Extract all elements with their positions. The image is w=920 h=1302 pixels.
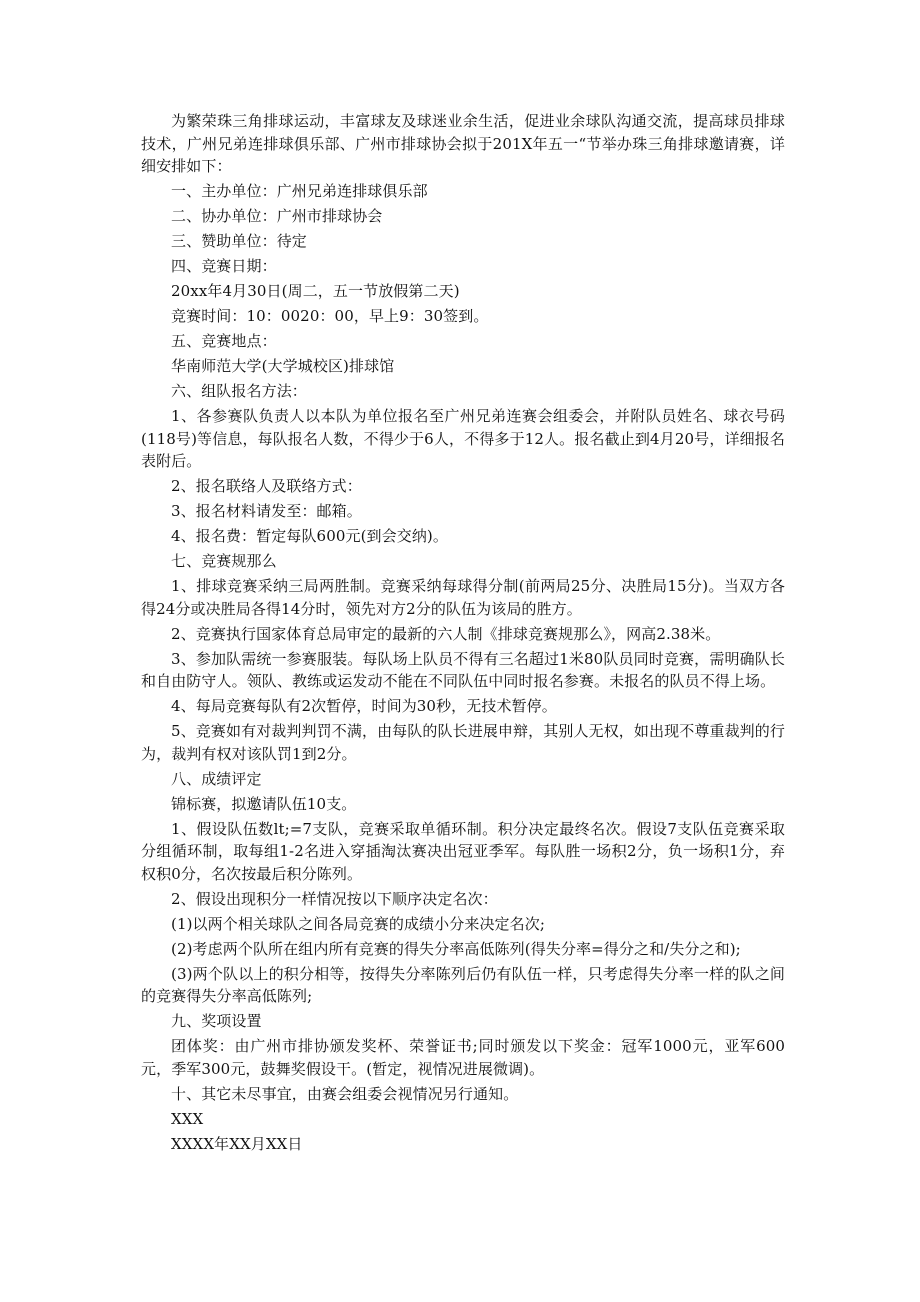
tiebreak-rule-2: (2)考虑两个队所在组内所有竞赛的得失分率高低陈列(得失分率=得分之和/失分之和);: [171, 939, 741, 958]
section-heading-rules: 七、竞赛规那么: [171, 552, 277, 570]
rules-item-5: 5、竞赛如有对裁判判罚不满，由每队的队长进展申辩，其别人无权，如出现不尊重裁判的行为，裁判有权对该队罚1到2分。: [141, 722, 785, 763]
co-organizer-line: 二、协办单位：广州市排球协会: [171, 207, 383, 225]
registration-item-2: 2、报名联络人及联络方式：: [171, 477, 362, 495]
signature-name: XXX: [171, 1109, 204, 1128]
section-heading-date: 四、竞赛日期：: [171, 257, 277, 275]
section-heading-registration: 六、组队报名方法：: [171, 382, 307, 400]
rules-item-2: 2、竞赛执行国家体育总局审定的最新的六人制《排球竞赛规那么》，网高2.38米。: [171, 624, 721, 643]
section-heading-venue: 五、竞赛地点：: [171, 332, 277, 350]
section-heading-awards: 九、奖项设置: [171, 1012, 262, 1030]
document-body: [141, 110, 785, 1158]
rules-item-3: 3、参加队需统一参赛服装。每队场上队员不得有三名超过1米80队员同时竞赛，需明确队长和自由防守人。领队、教练或运发动不能在不同队伍中同时报名参赛。未报名的队员不得上场。: [141, 649, 785, 690]
section-heading-scoring: 八、成绩评定: [171, 769, 262, 788]
tiebreak-rule-3: (3)两个队以上的积分相等，按得失分率陈列后仍有队伍一样，只考虑得失分率一样的队之间的竞赛得失分率高低陈列;: [141, 964, 785, 1005]
match-date-line: 20xx年4月30日(周二，五一节放假第二天): [171, 282, 460, 300]
registration-item-4: 4、报名费：暂定每队600元(到会交纳)。: [171, 527, 448, 545]
scoring-intro: 锦标赛，拟邀请队伍10支。: [171, 794, 357, 813]
scoring-item-2: 2、假设出现积分一样情况按以下顺序决定名次：: [171, 889, 498, 908]
scoring-item-1: 1、假设队伍数lt;=7支队，竞赛采取单循环制。积分决定最终名次。假设7支队伍竞赛采取分组循环制，取每组1-2名进入穿插淘汰赛决出冠亚季军。每队胜一场积2分，负一场积1分，弃权积0分，名次按最后积分陈列。: [141, 819, 785, 883]
registration-item-1: 1、各参赛队负责人以本队为单位报名至广州兄弟连赛会组委会，并附队员姓名、球衣号码(118号)等信息，每队报名人数，不得少于6人，不得多于12人。报名截止到4月20号，详细报名表附后。: [141, 407, 785, 470]
rules-item-1: 1、排球竞赛采纳三局两胜制。竞赛采纳每球得分制(前两局25分、决胜局15分)。当双方各得24分或决胜局各得14分时，领先对方2分的队伍为该局的胜方。: [141, 577, 785, 618]
intro-paragraph: 为繁荣珠三角排球运动，丰富球友及球迷业余生活，促进业余球队沟通交流，提高球员排球技术，广州兄弟连排球俱乐部、广州市排球协会拟于201X年五一“节举办珠三角排球邀请赛，详细安排如下：: [141, 112, 785, 175]
organizer-line: 一、主办单位：广州兄弟连排球俱乐部: [171, 182, 428, 200]
signature-date: XXXX年XX月XX日: [171, 1134, 303, 1153]
match-time-line: 竞赛时间：10：0020：00，早上9：30签到。: [171, 307, 489, 325]
rules-item-4: 4、每局竞赛每队有2次暂停，时间为30秒，无技术暂停。: [171, 697, 557, 715]
venue-line: 华南师范大学(大学城校区)排球馆: [171, 357, 395, 375]
registration-item-3: 3、报名材料请发至：邮箱。: [171, 502, 362, 520]
awards-details: 团体奖：由广州市排协颁发奖杯、荣誉证书;同时颁发以下奖金：冠军1000元，亚军600元，季军300元，鼓舞奖假设干。(暂定，视情况进展微调)。: [141, 1037, 785, 1078]
tiebreak-rule-1: (1)以两个相关球队之间各局竞赛的成绩小分来决定名次;: [171, 914, 546, 933]
sponsor-line: 三、赞助单位：待定: [171, 232, 307, 250]
other-matters-line: 十、其它未尽事宜，由赛会组委会视情况另行通知。: [171, 1084, 519, 1103]
